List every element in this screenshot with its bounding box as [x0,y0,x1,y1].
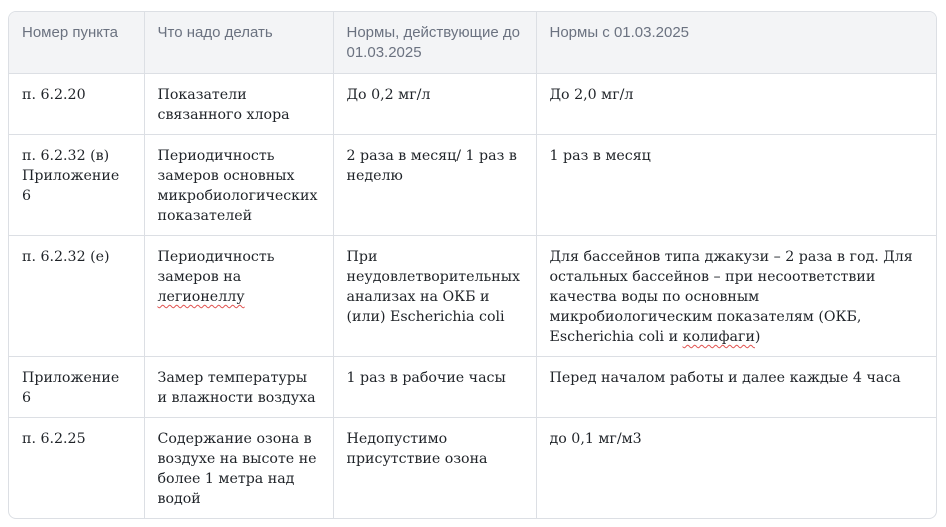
cell-norm-before: 1 раз в рабочие часы [333,357,536,418]
header-norm-after: Нормы с 01.03.2025 [536,12,936,74]
cell-norm-after-suffix: ) [754,329,761,345]
cell-norm-after [536,236,936,357]
cell-item-number: п. 6.2.32 (в) Приложение 6 [9,135,144,236]
cell-action: Содержание озона в воздухе на высоте не более 1 метра над водой [144,418,333,519]
header-item-number: Номер пункта [9,12,144,74]
cell-action: Замер температуры и влажности воздуха [144,357,333,418]
cell-norm-after: Перед началом работы и далее каждые 4 часа [536,357,936,418]
cell-norm-before: Недопустимо присутствие озона [333,418,536,519]
cell-action: Периодичность замеров основных микробиологических показателей [144,135,333,236]
cell-item-number: п. 6.2.20 [9,74,144,135]
table-row [9,74,936,135]
table-row [9,357,936,418]
cell-item-number: п. 6.2.25 [9,418,144,519]
table-row [9,135,936,236]
cell-action [144,236,333,357]
header-norm-before: Нормы, действующие до 01.03.2025 [333,12,536,74]
header-action: Что надо делать [144,12,333,74]
cell-norm-after-text: Для бассейнов типа джакузи – 2 раза в год. Для остальных бассейнов – при несоответствии качества воды по основным микробиологическим показателям (ОКБ, Escherichia coli и [549,249,913,345]
cell-norm-before: 2 раза в месяц/ 1 раз в неделю [333,135,536,236]
cell-item-number: Приложение 6 [9,357,144,418]
table-header-row [9,12,936,74]
cell-norm-after: 1 раз в месяц [536,135,936,236]
cell-item-number: п. 6.2.32 (е) [9,236,144,357]
norms-table [9,12,936,518]
table-row [9,236,936,357]
cell-norm-before: До 0,2 мг/л [333,74,536,135]
cell-action-text: Периодичность замеров на [157,249,275,285]
table-row [9,418,936,519]
cell-norm-before: При неудовлетворительных анализах на ОКБ и (или) Escherichia coli [333,236,536,357]
cell-norm-after: до 0,1 мг/м3 [549,431,642,447]
spellcheck-flagged-word: легионеллу [157,289,245,305]
cell-action: Показатели связанного хлора [144,74,333,135]
norms-table-container [8,11,937,519]
spellcheck-flagged-word: колифаги [682,329,755,345]
cell-norm-after: До 2,0 мг/л [536,74,936,135]
